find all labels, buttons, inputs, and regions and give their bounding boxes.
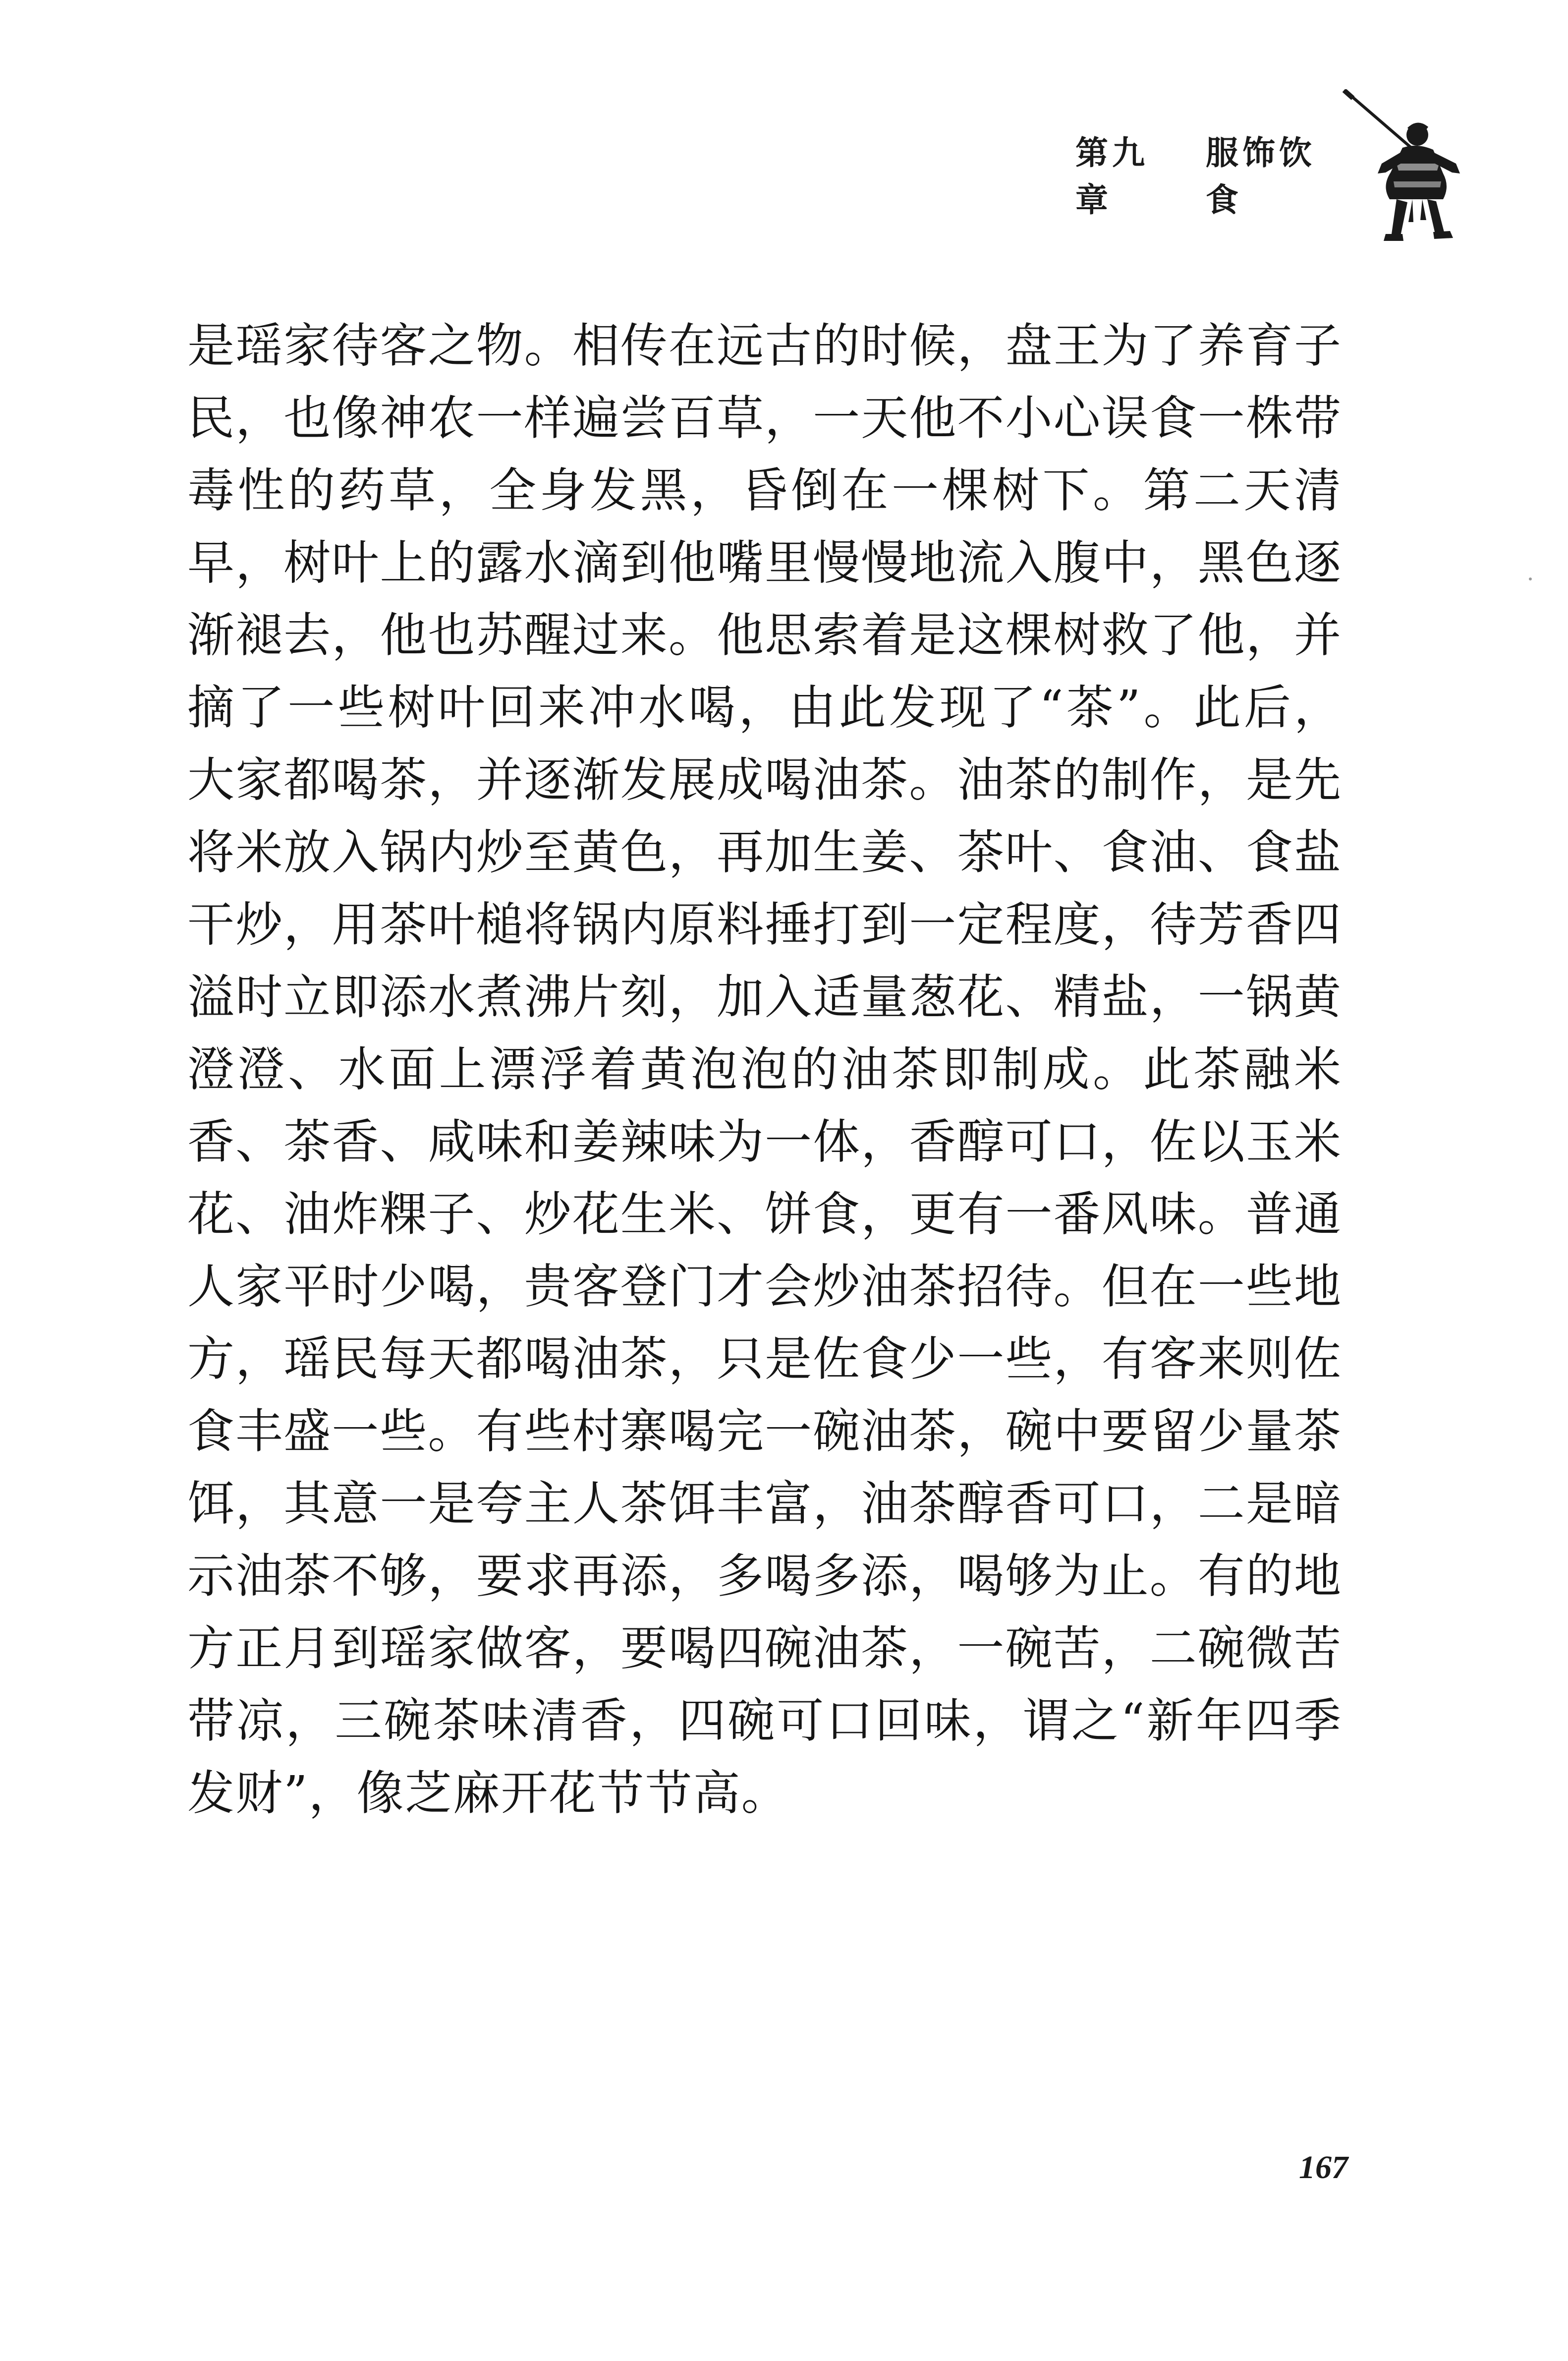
- yao-warrior-figure-icon: [1338, 89, 1467, 248]
- chapter-title: 服饰饮食: [1205, 134, 1316, 219]
- body-text: [187, 310, 1342, 1821]
- running-header: [1075, 134, 1333, 219]
- body-paragraph: 是瑶家待客之物。相传在远古的时候，盘王为了养育子民，也像神农一样遍尝百草，一天他不小心误食一株带毒性的药草，全身发黑，昏倒在一棵树下。第二天清早，树叶上的露水滴到他嘴里慢慢地流入腹中，黑色逐渐褪去，他也苏醒过来。他思索着是这棵树救了他，并摘了一些树叶回来冲水喝，由此发现了“茶”。此后，大家都喝茶，并逐渐发展成喝油茶。油茶的制作，是先将米放入锅内炒至黄色，再加生姜、茶叶、食油、食盐干炒，用茶叶槌将锅内原料捶打到一定程度，待芳香四溢时立即添水煮沸片刻，加入适量葱花、精盐，一锅黄澄澄、水面上漂浮着黄泡泡的油茶即制成。此茶融米香、茶香、咸味和姜辣味为一体，香醇可口，佐以玉米花、油炸粿子、炒花生米、饼食，更有一番风味。普通人家平时少喝，贵客登门才会炒油茶招待。但在一些地方，瑶民每天都喝油茶，只是佐食少一些，有客来则佐食丰盛一些。有些村寨喝完一碗油茶，碗中要留少量茶饵，其意一是夸主人茶饵丰富，油茶醇香可口，二是暗示油茶不够，要求再添，多喝多添，喝够为止。有的地方正月到瑶家做客，要喝四碗油茶，一碗苦，二碗微苦带凉，三碗茶味清香，四碗可口回味，谓之“新年四季发财”，像芝麻开花节节高。: [187, 319, 1342, 1821]
- scan-speck: [1529, 577, 1532, 580]
- page-number: 167: [1299, 2149, 1348, 2186]
- chapter-number: 第九章: [1075, 134, 1149, 219]
